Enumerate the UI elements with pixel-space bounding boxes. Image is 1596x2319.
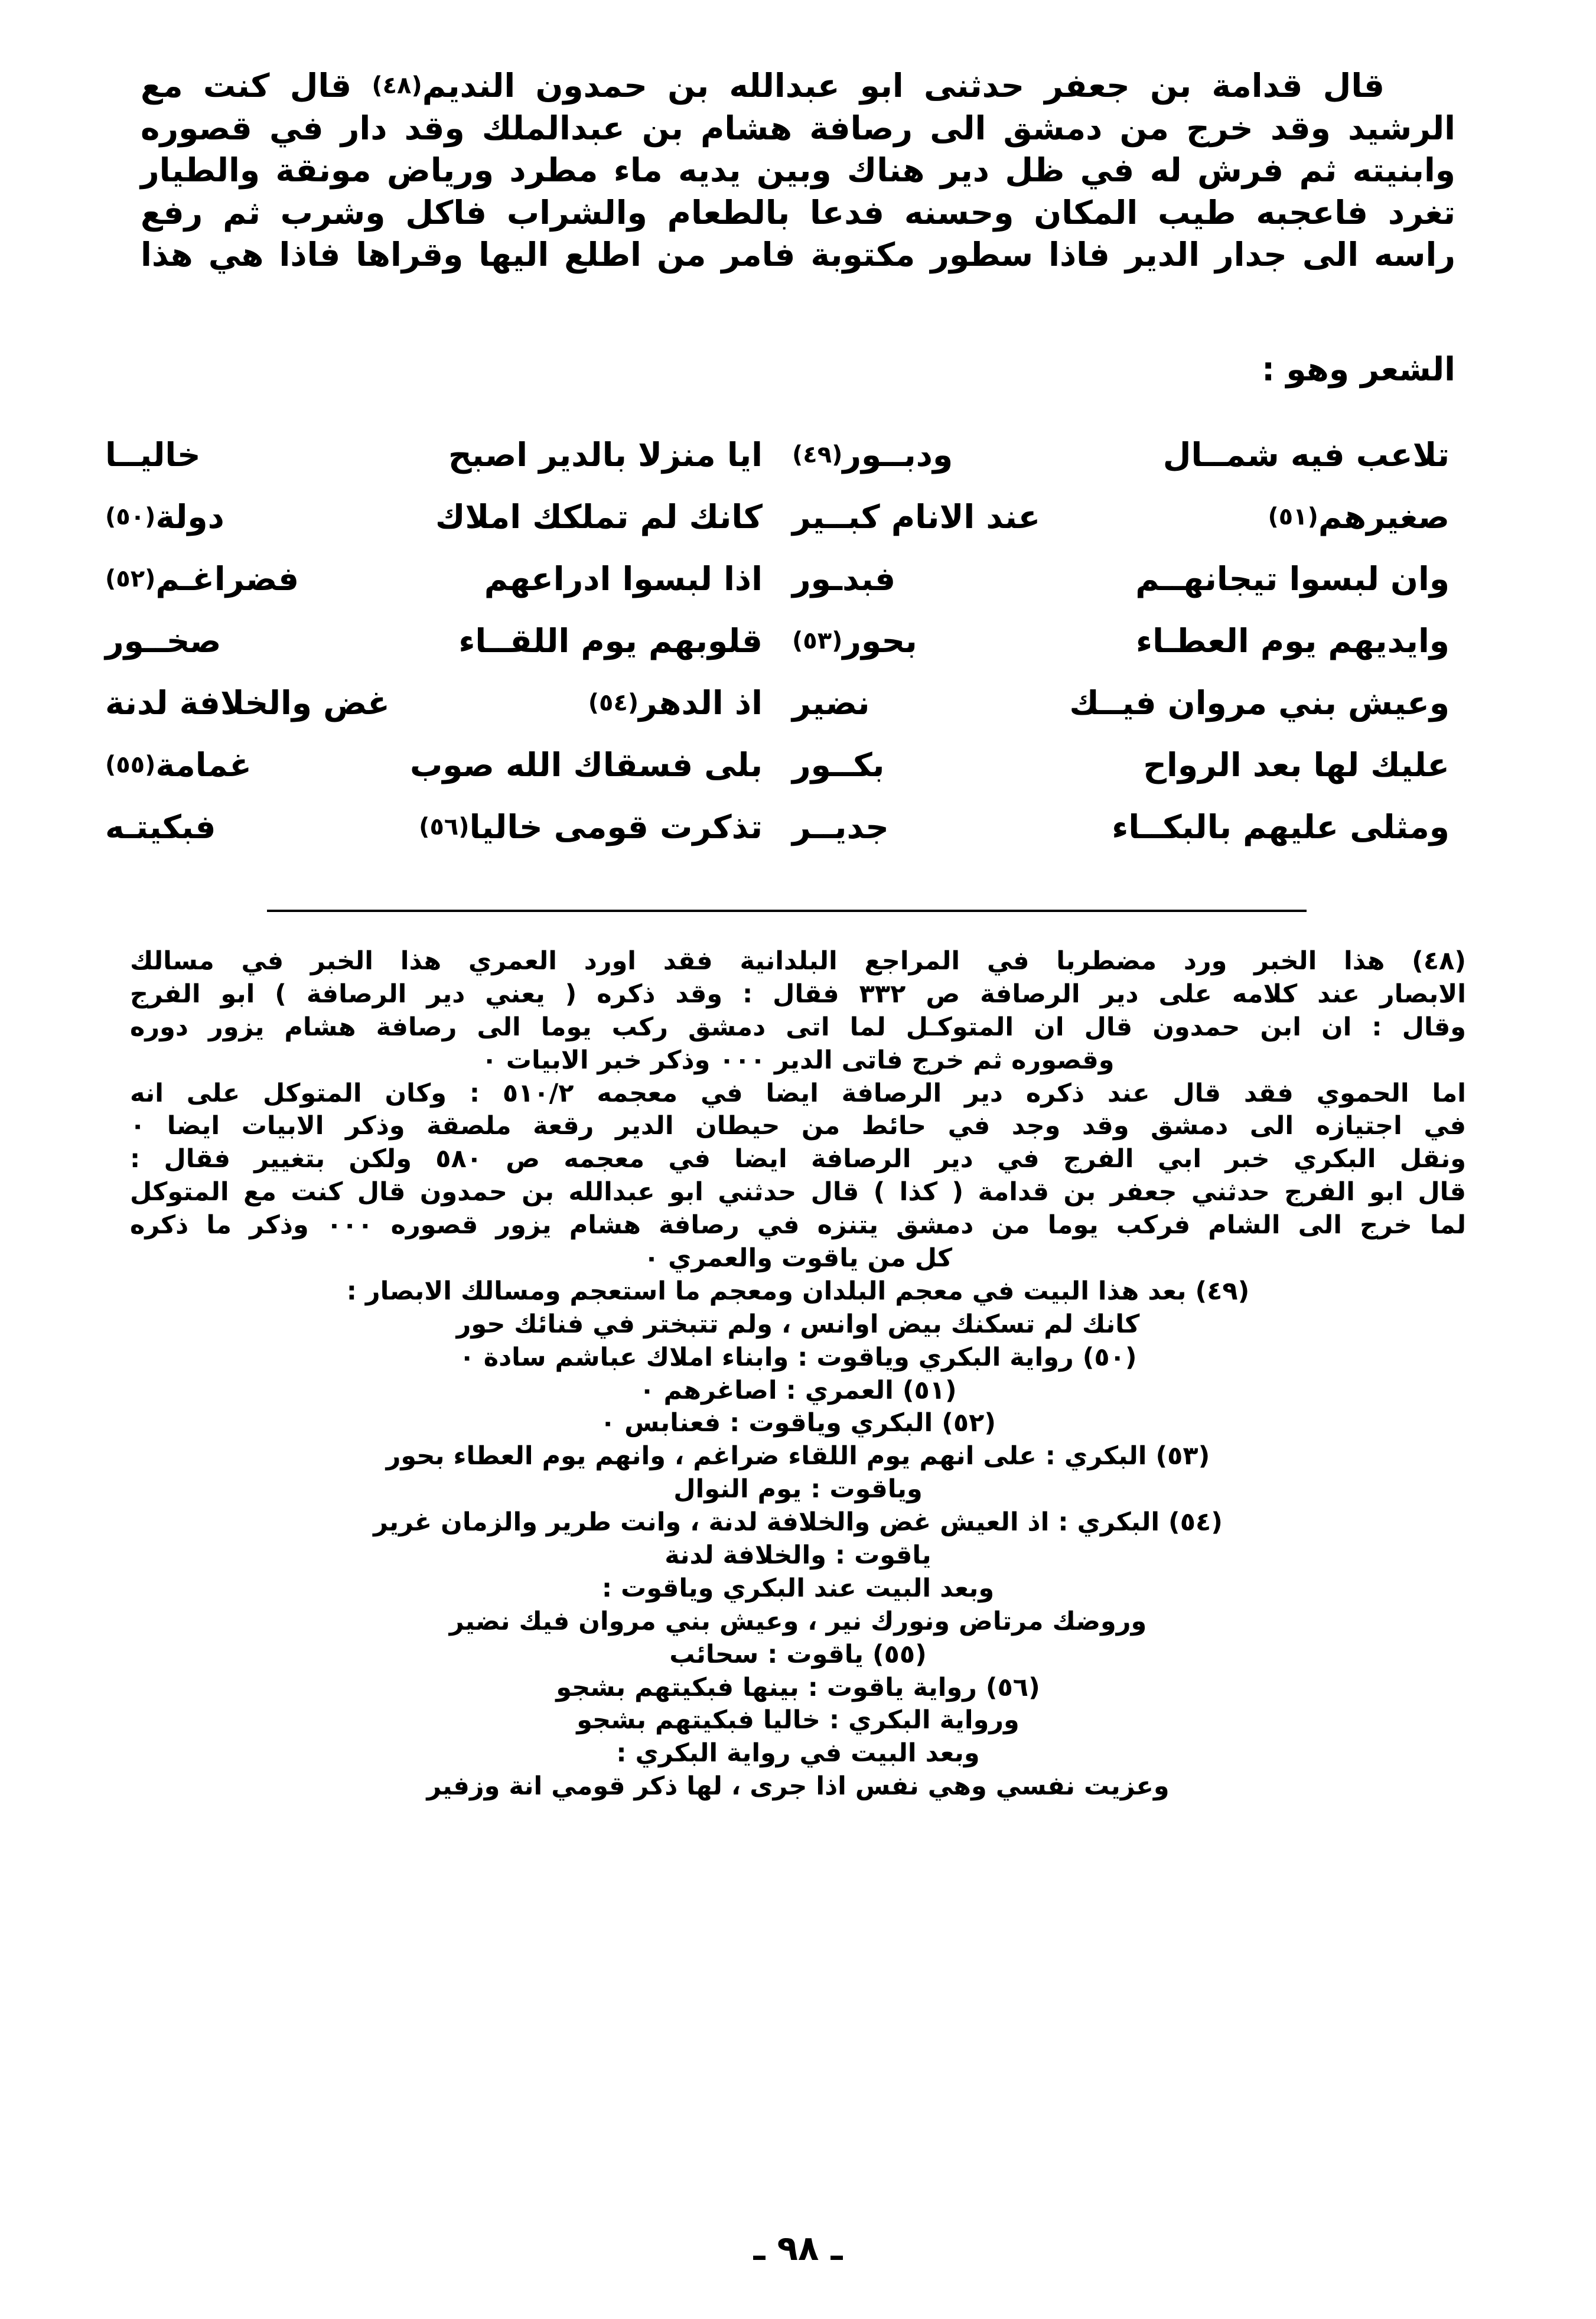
footnote-ref: (٥٥) [105,751,156,779]
footnote-line: (٥٦) رواية ياقوت : بينها فبكيتهم بشجو [556,1672,1040,1702]
footnote-line: (٤٩) بعد هذا البيت في معجم البلدان ومعجم ما استعجم ومسالك الابصار : [346,1276,1250,1306]
poem-verse [105,684,1455,746]
hemistich-segment-a: اذا لبسوا ادراعهم [484,560,763,598]
hemistich-segment-b: خاليــا [105,436,201,474]
hemistich-segment-a: وعيش بني مروان فيــك [1069,684,1450,722]
poem-block [105,436,1455,870]
footnote-ref: (٥٦) [419,813,470,841]
verse-first-hemistich [70,746,786,784]
footnote-55 [130,1639,1466,1672]
hemistich-segment-a: وان لبسوا تيجانهــم [1135,560,1450,598]
verse-first-hemistich [70,808,786,846]
hemistich-segment-a: وايديهم يوم العطـاء [1136,622,1450,660]
verse-second-hemistich [786,498,1455,536]
hemistich-segment-a: تذكرت قومى خاليا(٥٦) [419,808,763,846]
footnotes-block [130,945,1466,1803]
footnote-54 [130,1506,1466,1639]
footnote-line: كانك لم تسكنك بيض اوانس ، ولم تتبختر في فنائك حور [456,1309,1140,1339]
footnote-52 [130,1407,1466,1440]
footnote-line: لما خرج الى الشام فركب يوما من دمشق يتنزه في رصافة هشام يزور قصوره ٠٠٠ وذكر ما ذكره [130,1210,1467,1240]
footnote-line: (٥٤) البكري : اذ العيش غض والخلافة لدنة ، وانت طرير والزمان غرير [373,1507,1223,1538]
hemistich-segment-b: فضراغـم(٥٢) [105,560,299,598]
main-paragraph [141,65,1455,276]
hemistich-segment-b: ودبــور(٤٩) [792,436,953,474]
footnote-ref: (٥٠) [105,503,156,530]
footnote-ref: (٥٢) [105,565,156,592]
hemistich-segment-b: عند الانام كبــير [792,498,1041,536]
footnote-51 [130,1375,1466,1408]
page-number: ـ ٩٨ ـ [753,2228,843,2268]
footnote-56 [130,1672,1466,1804]
footnote-line: وقال : ان ابن حمدون قال ان المتوكـل لما اتى دمشق ركب يوما الى رصافة هشام يزور دوره [130,1012,1466,1042]
footnote-ref: (٥٣) [792,627,843,654]
poem-verse [105,808,1455,870]
verse-first-hemistich [70,622,786,660]
footnote-line: (٥١) العمري : اصاغرهم ٠ [639,1375,957,1405]
footnote-line: وقصوره ثم خرج فاتى الدير ٠٠٠ وذكر خبر الابيات ٠ [481,1045,1115,1075]
verse-second-hemistich [786,560,1455,598]
poem-verse [105,498,1455,560]
hemistich-segment-a: ايا منزلا بالدير اصبح [448,436,763,474]
hemistich-segment-b: جديــر [792,808,889,846]
footnote-line: قال ابو الفرج حدثني جعفر بن قدامة ( كذا ) قال حدثني ابو عبدالله بن حمدون قال كنت مع المتوكل [130,1177,1466,1207]
hemistich-segment-a: قلوبهم يوم اللقــاء [458,622,763,660]
footnote-line: اما الحموي فقد قال عند ذكره دير الرصافة ايضا في معجمه ٥١٠/٢ : وكان المتوكل على انه [130,1078,1466,1108]
footnote-ref-48: (٤٨) [372,72,422,99]
hemistich-segment-a: عليك لها بعد الرواح [1143,746,1450,784]
poem-verse [105,560,1455,622]
footnote-line: (٥٠) رواية البكري وياقوت : وابناء املاك عباشم سادة ٠ [459,1342,1137,1372]
footnote-ref: (٤٩) [792,441,843,468]
verse-second-hemistich [786,436,1455,474]
hemistich-segment-a: تلاعب فيه شمــال [1162,436,1450,474]
verse-second-hemistich [786,746,1455,784]
footnote-line: (٤٨) هذا الخبر ورد مضطربا في المراجع البلدانية فقد اورد العمري هذا الخبر في مسالك [130,946,1466,976]
footnote-49 [130,1275,1466,1341]
verse-first-hemistich [70,684,786,722]
hemistich-segment-a: صغيرهم(٥١) [1268,498,1450,536]
footnote-line: في اجتيازه الى دمشق وقد وجد في حائط من حيطان الدير رقعة ملصقة وذكر الابيات ايضا ٠ [130,1111,1466,1141]
footnote-48-hamawi [130,1077,1466,1144]
hemistich-segment-a: اذ الدهر(٥٤) [588,684,763,722]
footnote-50 [130,1341,1466,1375]
footnote-line: ونقل البكري خبر ابي الفرج في دير الرصافة ايضا في معجمه ص ٥٨٠ ولكن بتغيير فقال : [130,1144,1466,1174]
paragraph-line-1: قال قدامة بن جعفر حدثنى ابو عبدالله بن حمدون النديم [422,67,1385,105]
paragraph-line-2: قال كنت مع الرشيد وقد خرج من دمشق الى رصافة هشام بن عبدالملك وقد دار في قصوره وابنيته ثم فرش له في ظل دير هناك وبين يديه ماء مطرد ورياض مونقة والطيار تغرد فاعجبه طيب المكان وحسنه فدعا بالطعام والشراب فاكل وشرب ثم رفع راسه الى جدار الدير فاذا سطور مكتوبة فامر من اطلع اليها وقراها فاذا هي هذا [141,67,1455,273]
verse-second-hemistich [786,622,1455,660]
poem-verse [105,436,1455,498]
footnote-53 [130,1440,1466,1506]
footnote-line: ورواية البكري : خاليا فبكيتهم بشجو [576,1705,1020,1735]
hemistich-segment-b: نضير [792,684,870,722]
footnote-line: وروضك مرتاض ونورك نير ، وعيش بني مروان فيك نضير [449,1606,1147,1636]
hemistich-segment-a: ومثلى عليهم بالبكــاء [1112,808,1450,846]
hemistich-segment-b: فبدـور [792,560,896,598]
footnote-line: ياقوت : والخلافة لدنة [665,1540,931,1571]
hemistich-segment-b: بحور(٥٣) [792,622,917,660]
footnote-48-bakri [130,1143,1466,1275]
hemistich-segment-a: بلى فسقاك الله صوب [409,746,763,784]
verse-first-hemistich [70,560,786,598]
footnote-line: وبعد البيت في رواية البكري : [616,1738,980,1768]
hemistich-segment-b: غض والخلافة لدنة [105,684,390,722]
footnote-line: وعزيت نفسي وهي نفس اذا جرى ، لها ذكر قومي انة وزفير [426,1771,1170,1802]
hemistich-segment-b: غمامة(٥٥) [105,746,252,784]
footnote-line: وبعد البيت عند البكري وياقوت : [601,1573,995,1603]
footnote-line: (٥٣) البكري : على انهم يوم اللقاء ضراغم ، وانهم يوم العطاء بحور [386,1441,1210,1471]
hemistich-segment-b: دولة(٥٠) [105,498,224,536]
verse-first-hemistich [70,436,786,474]
hemistich-segment-b: بكــور [792,746,885,784]
verse-first-hemistich [70,498,786,536]
footnote-ref: (٥٤) [588,689,639,716]
footnote-ref: (٥١) [1268,503,1318,530]
footnote-line: الابصار عند كلامه على دير الرصافة ص ٣٣٢ فقال : وقد ذكره ( يعني دير الرصافة ) ابو الفرج [130,979,1466,1009]
footnote-line: كل من ياقوت والعمري ٠ [643,1243,953,1274]
poem-verse [105,746,1455,808]
footnote-line: (٥٥) ياقوت : سحائب [669,1639,927,1669]
footnote-line: وياقوت : يوم النوال [673,1474,923,1504]
hemistich-segment-b: صخــور [105,622,222,660]
closing-text: الشعر وهو : [1262,350,1455,388]
hemistich-segment-b: فبكيتـه [105,808,216,846]
poem-verse [105,622,1455,684]
paragraph-closing-line [141,348,1455,391]
footnote-separator-rule [267,910,1307,912]
hemistich-segment-a: كانك لم تملكك املاك [435,498,763,536]
footnote-line: (٥٢) البكري وياقوت : فعنابس ٠ [600,1408,996,1438]
footnote-48 [130,945,1466,1077]
verse-second-hemistich [786,684,1455,722]
verse-second-hemistich [786,808,1455,846]
